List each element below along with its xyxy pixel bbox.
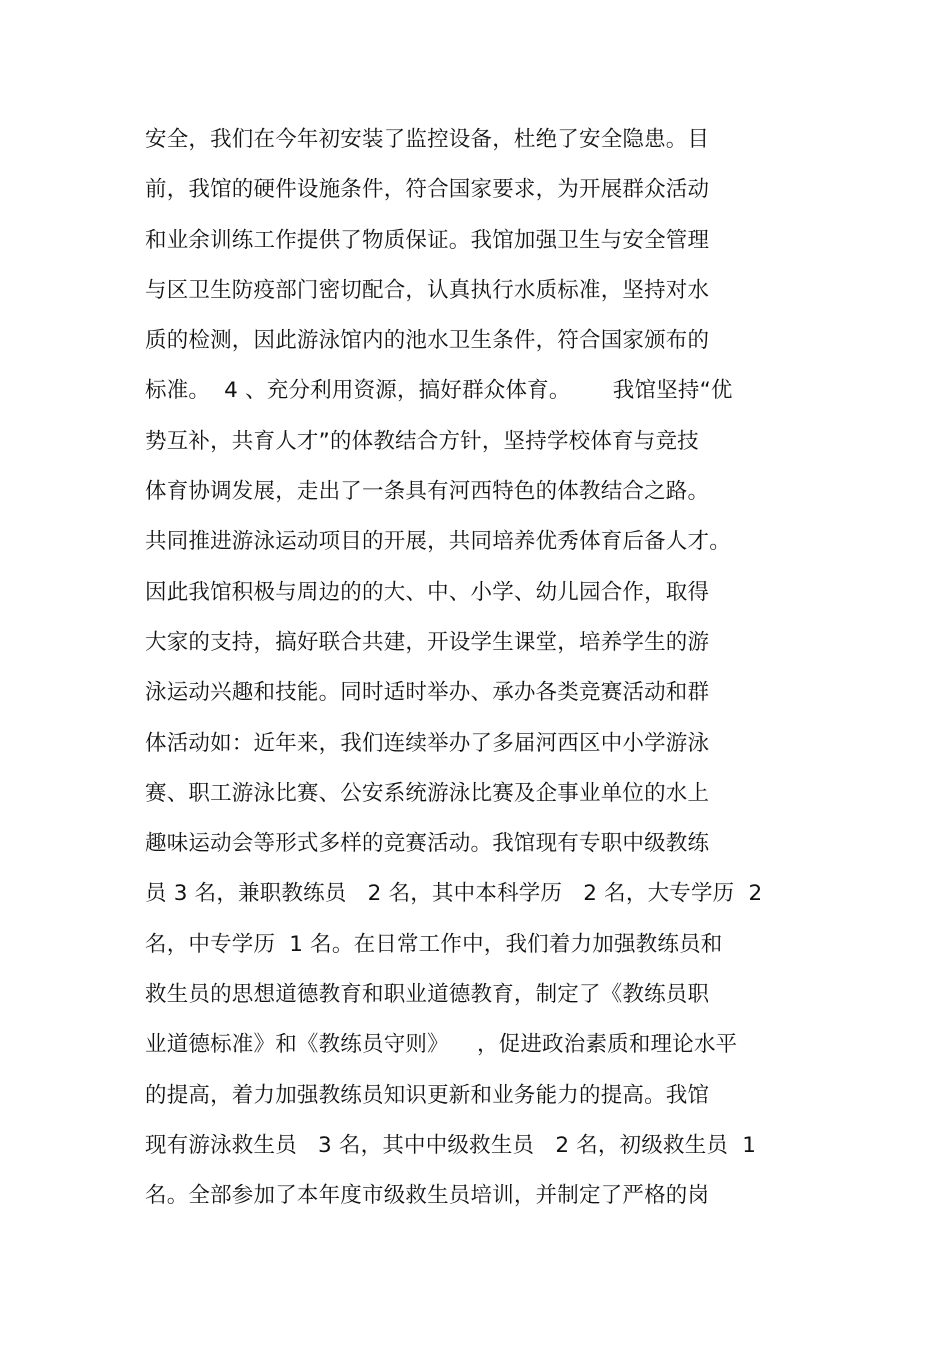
text-line: 救生员的思想道德教育和职业道德教育，制定了《教练员职 — [145, 982, 710, 1008]
text-line: 与区卫生防疫部门密切配合，认真执行水质标准，坚持对水 — [145, 277, 710, 303]
text-line: 和业余训练工作提供了物质保证。我馆加强卫生与安全管理 — [145, 227, 710, 253]
text-line: 员 3 名，兼职教练员 2 名，其中本科学历 2 名，大专学历 2 — [145, 881, 763, 907]
text-line: 势互补，共育人才”的体教结合方针，坚持学校体育与竞技 — [145, 428, 699, 454]
text-line: 质的检测，因此游泳馆内的池水卫生条件，符合国家颁布的 — [145, 328, 710, 354]
text-line: 体育协调发展，走出了一条具有河西特色的体教结合之路。 — [145, 479, 710, 505]
text-line: 标准。 4 、充分利用资源，搞好群众体育。 我馆坚持“优 — [145, 378, 733, 404]
text-line: 因此我馆积极与周边的的大、中、小学、幼儿园合作，取得 — [145, 579, 710, 605]
text-line: 赛、职工游泳比赛、公安系统游泳比赛及企事业单位的水上 — [145, 780, 710, 806]
document-body — [145, 122, 825, 1229]
text-line: 泳运动兴趣和技能。同时适时举办、承办各类竞赛活动和群 — [145, 680, 710, 706]
text-line: 前，我馆的硬件设施条件，符合国家要求，为开展群众活动 — [145, 177, 710, 203]
text-line: 大家的支持，搞好联合共建，开设学生课堂，培养学生的游 — [145, 629, 710, 655]
text-line: 共同推进游泳运动项目的开展，共同培养优秀体育后备人才。 — [145, 529, 731, 555]
text-line: 业道德标准》和《教练员守则》 ，促进政治素质和理论水平 — [145, 1032, 738, 1058]
text-line: 名，中专学历 1 名。在日常工作中，我们着力加强教练员和 — [145, 931, 723, 957]
text-line: 趣味运动会等形式多样的竞赛活动。我馆现有专职中级教练 — [145, 831, 710, 857]
text-line: 现有游泳救生员 3 名，其中中级救生员 2 名，初级救生员 1 — [145, 1132, 757, 1158]
text-line: 安全，我们在今年初安装了监控设备，杜绝了安全隐患。目 — [145, 127, 710, 152]
text-line: 的提高，着力加强教练员知识更新和业务能力的提高。我馆 — [145, 1082, 710, 1108]
text-line: 体活动如：近年来，我们连续举办了多届河西区中小学游泳 — [145, 730, 710, 756]
text-line: 名。全部参加了本年度市级救生员培训，并制定了严格的岗 — [145, 1183, 710, 1209]
